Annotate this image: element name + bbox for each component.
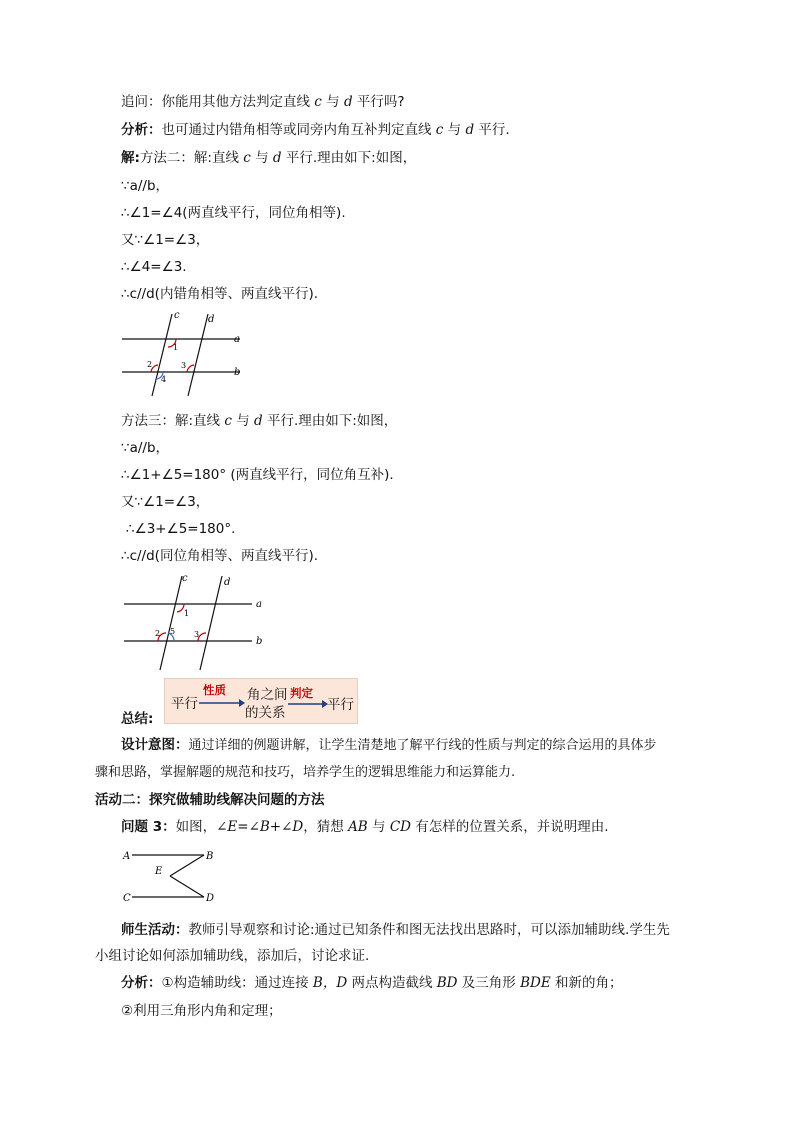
text: 教师引导观察和讨论:通过已知条件和图无法找出思路时，可以添加辅助线.学生先 [188, 922, 670, 938]
text: 平行. [474, 122, 510, 138]
segment-bd: BD [436, 975, 458, 991]
text: ，猜想 [303, 819, 349, 835]
proof-step: ∵a//b， [121, 178, 170, 194]
angle-5: 5 [170, 627, 176, 636]
summary-flow-diagram [164, 678, 358, 724]
text: 平行吗? [352, 94, 405, 110]
activity-line-2: 小组讨论如何添加辅助线，添加后，讨论求证. [95, 948, 370, 964]
proof-step: ∵a//b， [121, 440, 170, 456]
text: 平行.理由如下:如图， [281, 150, 417, 166]
analysis-label: 分析： [121, 975, 162, 991]
proof-step: 又∵∠1=∠3， [121, 494, 210, 510]
point-e: E [155, 866, 163, 877]
expression: ∠E=∠B+∠D [216, 819, 304, 835]
text: 有怎样的位置关系，并说明理由. [410, 819, 609, 835]
segment-ab: AB [348, 819, 368, 835]
point-c: C [123, 893, 131, 904]
proof-step: ∴c//d(内错角相等、两直线平行). [121, 286, 319, 302]
summary-label: 总结: [121, 711, 154, 727]
analysis-step-2: ②利用三角形内角和定理； [121, 1003, 282, 1019]
point-d: D [206, 893, 215, 904]
points-bd: B，D [312, 975, 348, 991]
parallel-lines-figure-1 [118, 310, 248, 398]
var-d: d [272, 150, 282, 166]
label-a: a [234, 334, 240, 345]
text: 通过详细的例题讲解，让学生清楚地了解平行线的性质与判定的综合运用的具体步 [188, 738, 657, 753]
proof-step: ∴∠1+∠5=180° (两直线平行，同位角互补). [121, 467, 394, 483]
proof-step: ∴∠3+∠5=180°. [126, 521, 236, 537]
proof-step: ∴∠4=∠3. [121, 259, 187, 275]
parallel-lines-figure-2 [118, 572, 268, 672]
text: 与 [231, 413, 254, 429]
angle-1: 1 [173, 343, 179, 352]
arrow-icon [288, 700, 328, 708]
angle-3: 3 [194, 630, 200, 639]
label-a: a [256, 599, 262, 610]
var-d: d [343, 94, 353, 110]
var-c: c [243, 150, 251, 166]
flow-end: 平行 [327, 697, 354, 713]
angle-2: 2 [155, 629, 161, 638]
segment-cd: CD [389, 819, 411, 835]
zigzag-figure [118, 845, 228, 907]
follow-up-question [121, 93, 405, 111]
text: 与 [443, 122, 466, 138]
flow-middle-1: 角之间 [247, 687, 288, 703]
text: 与 [367, 819, 390, 835]
angle-4: 4 [161, 375, 167, 384]
text: ①构造辅助线：通过连接 [161, 975, 313, 991]
proof-step: 又∵∠1=∠3， [121, 232, 210, 248]
flow-start: 平行 [171, 696, 198, 712]
solution-method-2 [121, 149, 416, 167]
flow-tag-property: 性质 [203, 683, 226, 697]
text: 方法三：解:直线 [121, 413, 225, 429]
design-intent-label: 设计意图： [121, 737, 189, 753]
design-intent-line-1 [121, 736, 657, 755]
var-c: c [435, 122, 444, 138]
angle-3: 3 [181, 361, 187, 370]
var-d: d [465, 122, 475, 138]
label-c: c [182, 573, 188, 584]
text: 平行.理由如下:如图， [262, 413, 398, 429]
var-d: d [254, 413, 263, 429]
text: 及三角形 [457, 975, 521, 991]
point-b: B [206, 851, 214, 862]
proof-step: ∴∠1=∠4(两直线平行，同位角相等). [121, 205, 346, 221]
proof-step: ∴c//d(同位角相等、两直线平行). [121, 548, 319, 564]
analysis-label: 分析： [121, 122, 162, 138]
label-b: b [234, 367, 241, 378]
text: 追问：你能用其他方法判定直线 [121, 94, 315, 110]
var-c: c [314, 94, 322, 110]
text: 如图， [175, 819, 217, 835]
point-a: A [123, 851, 131, 862]
text: 与 [250, 150, 273, 166]
text: 两点构造截线 [347, 975, 437, 991]
label-d: d [208, 314, 215, 325]
analysis-line [121, 121, 510, 139]
text: 与 [321, 94, 344, 110]
activity-2-heading: 活动二：探究做辅助线解决问题的方法 [95, 792, 325, 808]
label-b: b [256, 636, 263, 647]
question-3 [121, 818, 609, 836]
flow-tag-judgement: 判定 [290, 686, 313, 700]
analysis-step-1 [121, 974, 623, 992]
text: 也可通过内错角相等或同旁内角互补判定直线 [161, 122, 436, 138]
angle-1: 1 [184, 609, 190, 618]
label-d: d [224, 577, 231, 588]
text: 和新的角； [550, 975, 623, 991]
arrow-icon [199, 699, 245, 707]
text: 方法二：解:直线 [139, 150, 244, 166]
design-intent-line-2: 骤和思路，掌握解题的规范和技巧，培养学生的逻辑思维能力和运算能力. [95, 765, 516, 780]
label-c: c [174, 310, 180, 321]
flow-middle-2: 的关系 [245, 705, 286, 721]
question-label: 问题 3： [121, 819, 176, 835]
angle-2: 2 [147, 360, 153, 369]
solution-method-3 [121, 412, 397, 430]
activity-label: 师生活动： [121, 922, 189, 938]
var-c: c [224, 413, 232, 429]
solution-label: 解: [121, 150, 140, 166]
triangle-bde: BDE [520, 975, 551, 991]
activity-line-1 [121, 921, 670, 939]
